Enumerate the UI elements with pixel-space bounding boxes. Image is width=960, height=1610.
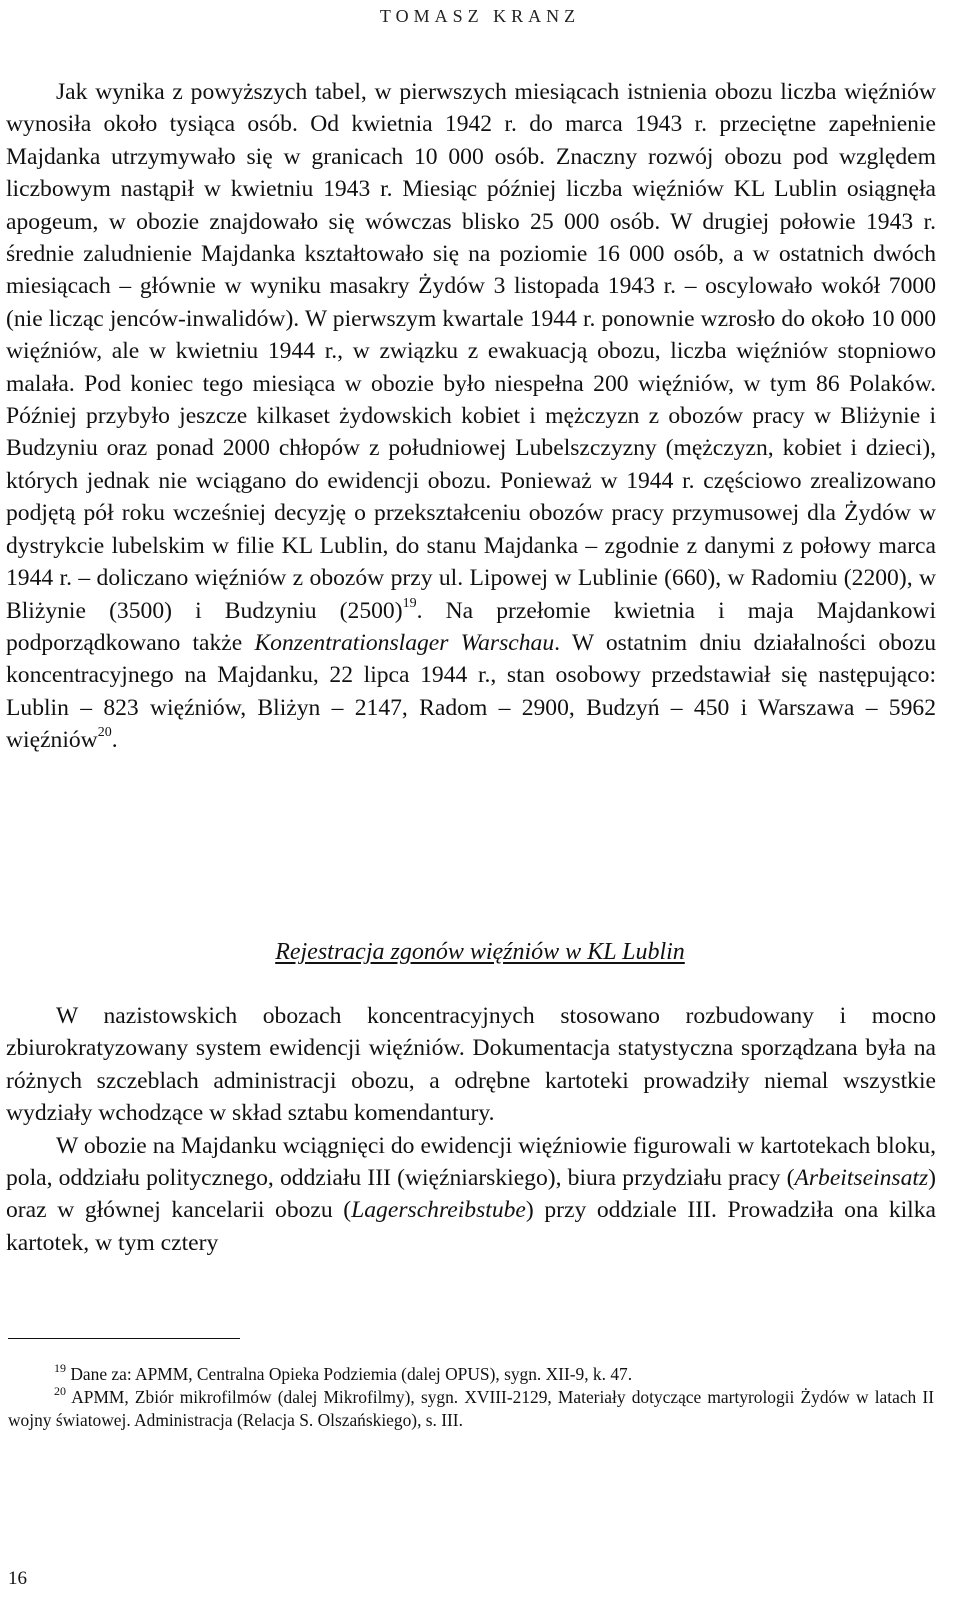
paragraph-text-run: Jak wynika z powyższych tabel, w pierwszych miesiącach istnienia obozu liczba więźniów wynosiła około tysiąca osób. Od kwietnia 1942 r. do marca 1943 r. przeciętne zapełnienie Majdanka utrzymywało się w granicach 10 000 osób. Znaczny rozwój obozu pod względem liczbowym nastąpił w kwietniu 1943 r. Miesiąc później liczba więźniów KL Lublin osiągnęła apogeum, w obozie znajdowało się wówczas blisko 25 000 osób. W drugiej połowie 1943 r. średnie zaludnienie Majdanka kształtowało się na poziomie 16 000 osób, a w ostatnich dwóch miesiącach – głównie w wyniku masakry Żydów 3 listopada 1943 r. – oscylowało wokół 7000 (nie licząc jenców-inwalidów). W pierwszym kwartale 1944 r. ponownie wzrosło do około 10 000 więźniów, ale w kwietniu 1944 r., w związku z ewakuacją obozu, liczba więźniów stopniowo malała. Pod koniec tego miesiąca w obozie było niespełna 200 więźniów, w tym 86 Polaków. Później przybyło jeszcze kilkaset żydowskich kobiet i mężczyzn z obozów pracy w Bliżynie i Budzyniu oraz ponad 2000 chłopów z południowej Lubelszczyzny (mężczyzn, kobiet i dzieci), których jednak nie wciągano do ewidencji obozu. Ponieważ w 1944 r. częściowo zrealizowano podjętą pół roku wcześniej decyzję o przekształceniu obozów pracy przymusowej dla Żydów w dystrykcie lubelskim w filie KL Lublin, do stanu Majdanka – zgodnie z danymi z połowy marca 1944 r. – doliczano więźniów z obozów przy ul. Lipowej w Lublinie (660), w Radomiu (2200), w Bliżynie (3500) i Budzyniu (2500) <box>6 79 936 624</box>
paragraph-text-run: . Na przełomie kwietnia i maja Majdankowi podporządkowano także <box>6 597 937 656</box>
paragraph-text <box>6 76 936 757</box>
italic-term: Konzentrationslager Warschau <box>254 629 555 656</box>
footnote-text: APMM, Zbiór mikrofilmów (dalej Mikrofilmy), sygn. XVIII-2129, Materiały dotyczące martyrologii Żydów w latach II wojny światowej. Administracja (Relacja S. Olszańskiego), s. III. <box>8 1387 935 1430</box>
footnote-text: Dane za: APMM, Centralna Opieka Podziemia (dalej OPUS), sygn. XII-9, k. 47. <box>70 1364 633 1384</box>
body-paragraph-1 <box>6 76 936 757</box>
footnote-19 <box>8 1363 934 1386</box>
footnote-separator <box>8 1338 240 1339</box>
paragraph-text-run: ) oraz w głównej kancelarii obozu ( <box>6 1165 936 1224</box>
page-number: 16 <box>8 1568 27 1589</box>
paragraph-text-run: W obozie na Majdanku wciągnięci do ewidencji więźniowie figurowali w kartotekach bloku, pola, oddziału politycznego, oddziału III (więźniarskiego), biura przydziału pracy ( <box>6 1132 936 1192</box>
italic-term: Lagerschreibstube <box>351 1197 526 1224</box>
section-heading: Rejestracja zgonów więźniów w KL Lublin <box>275 939 685 965</box>
footnote-20 <box>8 1386 934 1432</box>
footnote-reference: 20 <box>97 725 112 741</box>
paragraph-text-run: . W ostatnim dniu działalności obozu koncentracyjnego na Majdanku, 22 lipca 1944 r., stan osobowy przedstawiał się następująco: Lublin – 823 więźniów, Bliżyn – 2147, Radom – 2900, Budzyń – 450 i Warszawa – 5962 więźniów <box>6 629 936 754</box>
section-body <box>6 1000 936 1259</box>
paragraph-text-run: ) przy oddziale III. Prowadziła ona kilka kartotek, w tym cztery <box>6 1197 937 1256</box>
footnote-number: 19 <box>54 1361 66 1376</box>
footnote-number: 20 <box>54 1384 66 1399</box>
italic-term: Arbeitseinsatz <box>794 1165 929 1192</box>
footnotes <box>8 1363 934 1432</box>
footnote-reference: 19 <box>402 595 417 611</box>
paragraph-text-run: . <box>111 727 118 754</box>
body-paragraph-2: W nazistowskich obozach koncentracyjnych stosowano rozbudowany i mocno zbiurokratyzowany system ewidencji więźniów. Dokumentacja statystyczna sporządzana była na różnych szczeblach administracji obozu, a odrębne kartoteki prowadziły niemal wszystkie wydziały wchodzące w skład sztabu komendantury. <box>6 1003 936 1127</box>
body-paragraph-3 <box>6 1130 936 1260</box>
running-header: TOMASZ KRANZ <box>379 6 581 26</box>
